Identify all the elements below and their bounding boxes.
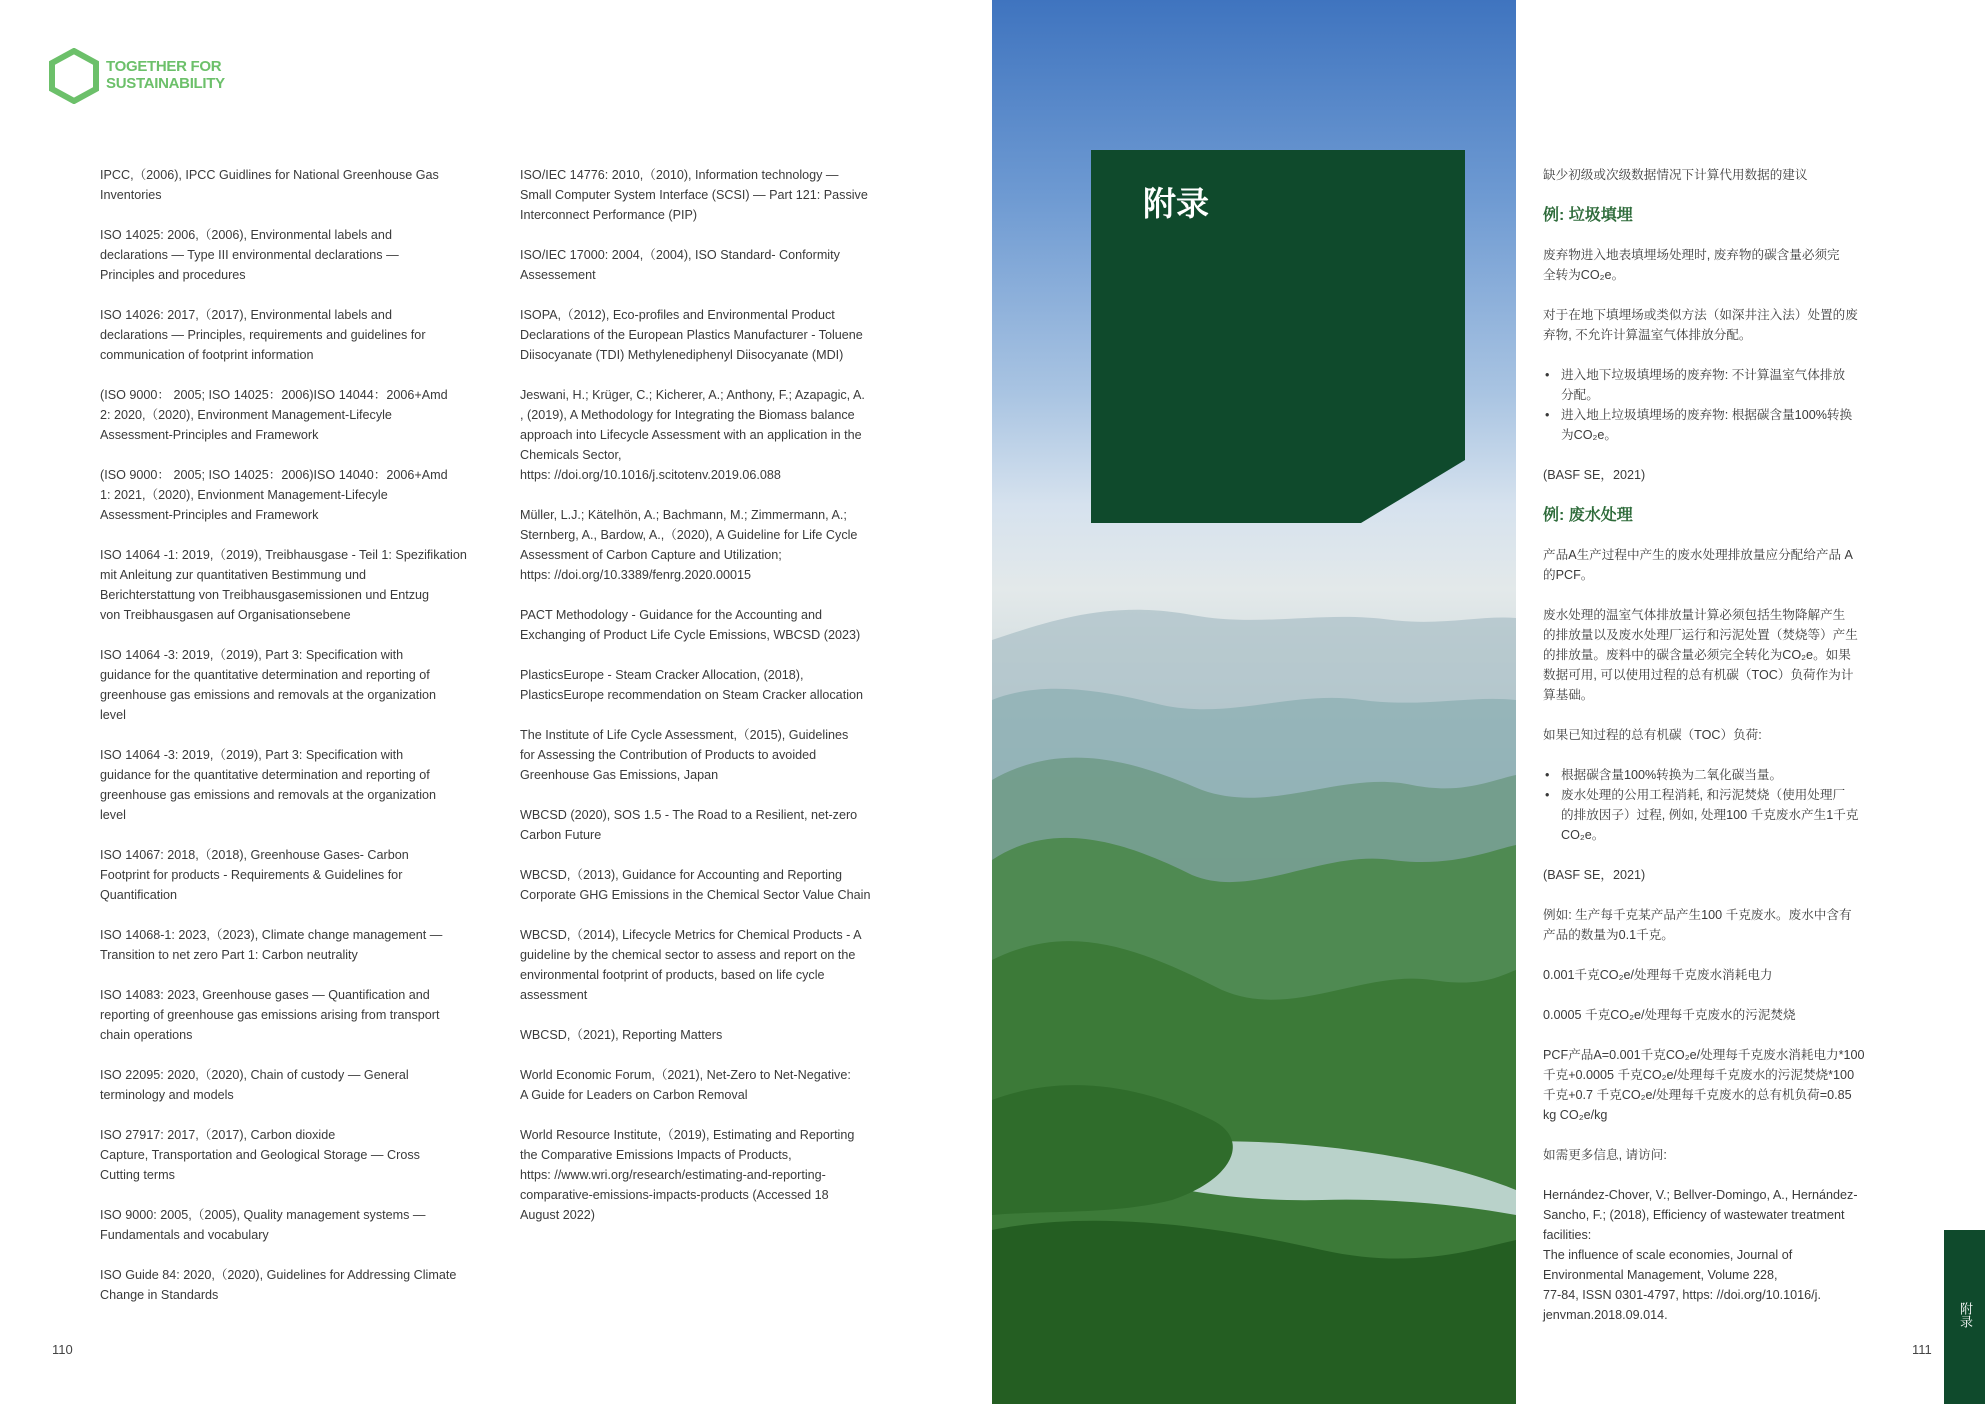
landfill-source: (BASF SE，2021) [1543, 468, 1646, 482]
references-column-2 [520, 165, 890, 1245]
pcf-formula: PCF产品A=0.001千克CO₂e/处理每千克废水消耗电力*100 千克+0.0005 千克CO₂e/处理每千克废水的污泥焚烧*100 千克+0.7 千克CO₂e/处理每千克废水的总有机负荷=0.85 kg CO₂e/kg [1543, 1048, 1865, 1122]
left-page [0, 0, 992, 1404]
reference-item: ISO 22095: 2020,（2020), Chain of custody — General terminology and models [100, 1068, 409, 1102]
logo-text [106, 58, 225, 92]
electricity-factor: 0.001千克CO₂e/处理每千克废水消耗电力 [1543, 968, 1773, 982]
list-item: • 根据碳含量100%转换为二氧化碳当量。 [1543, 765, 1883, 785]
logo-line-1: TOGETHER FOR [106, 58, 222, 75]
landfill-paragraph-2: 对于在地下填埋场或类似方法（如深井注入法）处置的废 弃物, 不允许计算温室气体排放分配。 [1543, 308, 1858, 342]
references-column-1 [100, 165, 480, 1325]
wastewater-bullet-list [1543, 765, 1883, 845]
reference-item: World Resource Institute,（2019), Estimating and Reporting the Comparative Emissions Impacts of Products, https: //www.wri.org/research/estimating-and-reporting- comparative-emissions-impacts-products (Accessed 18 August 2022) [520, 1128, 855, 1222]
reference-item: Jeswani, H.; Krüger, C.; Kicherer, A.; Anthony, F.; Azapagic, A. , (2019), A Methodology for Integrating the Biomass balance approach into Lifecycle Assessment with an application in the Chemicals Sector, https: //doi.org/10.1016/j.scitotenv.2019.06.088 [520, 388, 865, 482]
hexagon-logo-icon [48, 48, 100, 104]
more-info-label: 如需更多信息, 请访问: [1543, 1148, 1667, 1162]
reference-item: (ISO 9000： 2005; ISO 14025：2006)ISO 14040：2006+Amd 1: 2021,（2020), Envionment Management-Lifecyle Assessment-Principles and Framework [100, 468, 448, 522]
reference-item: WBCSD,（2013), Guidance for Accounting and Reporting Corporate GHG Emissions in the Chemical Sector Value Chain [520, 868, 871, 902]
example-wastewater-heading: 例: 废水处理 [1543, 507, 1633, 524]
reference-item: (ISO 9000： 2005; ISO 14025：2006)ISO 14044：2006+Amd 2: 2020,（2020), Environment Management-Lifecyle Assessment-Principles and Framework [100, 388, 448, 442]
wastewater-example: 例如: 生产每千克某产品产生100 千克废水。废水中含有 产品的数量为0.1千克。 [1543, 908, 1852, 942]
wastewater-paragraph-3: 如果已知过程的总有机碳（TOC）负荷: [1543, 728, 1762, 742]
reference-item: ISO 14067: 2018,（2018), Greenhouse Gases- Carbon Footprint for products - Requirements & Guidelines for Quantification [100, 848, 409, 902]
side-tab-label: 附录 [1958, 1302, 1973, 1328]
reference-item: ISO/IEC 14776: 2010,（2010), Information technology — Small Computer System Interface (SCSI) — Part 121: Passive Interconnect Performance (PIP) [520, 168, 868, 222]
appendix-title-box [1091, 150, 1465, 523]
reference-item: World Economic Forum,（2021), Net-Zero to Net-Negative: A Guide for Leaders on Carbon Removal [520, 1068, 851, 1102]
reference-item: WBCSD,（2021), Reporting Matters [520, 1028, 723, 1042]
logo-line-2: SUSTAINABILITY [106, 75, 225, 92]
appendix-text-column [1543, 165, 1883, 1345]
reference-item: ISO 14025: 2006,（2006), Environmental labels and declarations — Type III environmental declarations — Principles and procedures [100, 228, 399, 282]
reference-item: ISO 14026: 2017,（2017), Environmental labels and declarations — Principles, requirements and guidelines for communication of footprint information [100, 308, 426, 362]
reference-item: WBCSD,（2014), Lifecycle Metrics for Chemical Products - A guideline by the chemical sector to assess and report on the environmental footprint of products, based on life cycle assessment [520, 928, 862, 1002]
intro-text: 缺少初级或次级数据情况下计算代用数据的建议 [1543, 168, 1808, 182]
page-number-left: 110 [52, 1342, 73, 1357]
wastewater-paragraph-2: 废水处理的温室气体排放量计算必须包括生物降解产生 的排放量以及废水处理厂运行和污泥处置（焚烧等）产生 的排放量。废料中的碳含量必须完全转化为CO₂e。如果 数据可用, 可以使用过程的总有机碳（TOC）负荷作为计 算基础。 [1543, 608, 1858, 702]
reference-item: ISOPA,（2012), Eco-profiles and Environmental Product Declarations of the European Plastics Manufacturer - Toluene Diisocyanate (TDI) Methylenediphenyl Diisocyanate (MDI) [520, 308, 863, 362]
reference-item: PACT Methodology - Guidance for the Accounting and Exchanging of Product Life Cycle Emissions, WBCSD (2023) [520, 608, 861, 642]
more-info-reference: Hernández-Chover, V.; Bellver-Domingo, A., Hernández- Sancho, F.; (2018), Efficiency of wastewater treatment facilities: The influence of scale economies, Journal of Environmental Management, Volume 228, 77-84, ISSN 0301-4797, https: //doi.org/10.1016/j. jenvman.2018.09.014. [1543, 1188, 1858, 1322]
wastewater-paragraph-1: 产品A生产过程中产生的废水处理排放量应分配给产品 A 的PCF。 [1543, 548, 1853, 582]
reference-item: ISO/IEC 17000: 2004,（2004), ISO Standard- Conformity Assessement [520, 248, 840, 282]
list-item: • 进入地下垃圾填埋场的废弃物: 不计算温室气体排放 分配。 [1543, 365, 1883, 405]
sludge-factor: 0.0005 千克CO₂e/处理每千克废水的污泥焚烧 [1543, 1008, 1796, 1022]
reference-item: ISO 14083: 2023, Greenhouse gases — Quantification and reporting of greenhouse gas emissions arising from transport chain operations [100, 988, 440, 1042]
reference-item: WBCSD (2020), SOS 1.5 - The Road to a Resilient, net-zero Carbon Future [520, 808, 858, 842]
reference-item: ISO 14064 -1: 2019,（2019), Treibhausgase - Teil 1: Spezifikation mit Anleitung zur quantitativen Bestimmung und Berichterstattung von Treibhausgasemissionen und Entzug von Treibhausgasen auf Organisationsebene [100, 548, 467, 622]
reference-item: ISO 27917: 2017,（2017), Carbon dioxide Capture, Transportation and Geological Storage — Cross Cutting terms [100, 1128, 420, 1182]
reference-item: ISO Guide 84: 2020,（2020), Guidelines for Addressing Climate Change in Standards [100, 1268, 457, 1302]
section-title: 附录 [1143, 185, 1209, 222]
list-item: • 进入地上垃圾填埋场的废弃物: 根据碳含量100%转换 为CO₂e。 [1543, 405, 1883, 445]
landfill-bullet-list [1543, 365, 1883, 445]
side-tab-appendix [1944, 1230, 1985, 1404]
page-number-right: 111 [1912, 1342, 1932, 1357]
landfill-paragraph-1: 废弃物进入地表填埋场处理时, 废弃物的碳含量必须完 全转为CO₂e。 [1543, 248, 1840, 282]
list-item: • 废水处理的公用工程消耗, 和污泥焚烧（使用处理厂 的排放因子）过程, 例如, 处理100 千克废水产生1千克 CO₂e。 [1543, 785, 1883, 845]
reference-item: IPCC,（2006), IPCC Guidlines for National Greenhouse Gas Inventories [100, 168, 439, 202]
reference-item: PlasticsEurope - Steam Cracker Allocation, (2018), PlasticsEurope recommendation on Steam Cracker allocation [520, 668, 863, 702]
reference-item: The Institute of Life Cycle Assessment,（2015), Guidelines for Assessing the Contribution of Products to avoided Greenhouse Gas Emissions, Japan [520, 728, 849, 782]
wastewater-source: (BASF SE，2021) [1543, 868, 1646, 882]
reference-item: ISO 14064 -3: 2019,（2019), Part 3: Specification with guidance for the quantitative determination and reporting of greenhouse gas emissions and removals at the organization level [100, 748, 437, 822]
reference-item: ISO 14064 -3: 2019,（2019), Part 3: Specification with guidance for the quantitative determination and reporting of greenhouse gas emissions and removals at the organization level [100, 648, 437, 722]
reference-item: ISO 14068-1: 2023,（2023), Climate change management — Transition to net zero Part 1: Carbon neutrality [100, 928, 443, 962]
logo [48, 48, 228, 108]
reference-item: Müller, L.J.; Kätelhön, A.; Bachmann, M.; Zimmermann, A.; Sternberg, A., Bardow, A.,（2020), A Guideline for Life Cycle Assessment of Carbon Capture and Utilization; https: //doi.org/10.3389/fenrg.2020.00015 [520, 508, 858, 582]
example-landfill-heading: 例: 垃圾填埋 [1543, 207, 1633, 224]
reference-item: ISO 9000: 2005,（2005), Quality management systems — Fundamentals and vocabulary [100, 1208, 426, 1242]
